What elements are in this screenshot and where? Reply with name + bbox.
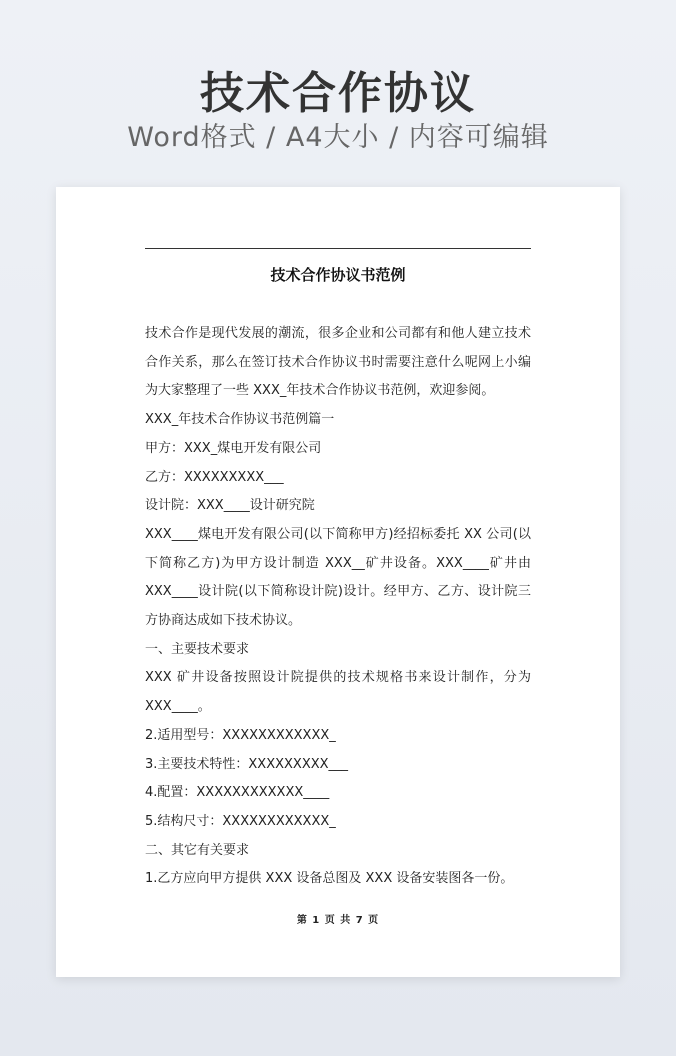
page-number: 第 1 页 共 7 页: [296, 915, 380, 926]
heading-main-requirements: 一、主要技术要求: [145, 641, 250, 657]
party-b: 乙方：XXXXXXXXX___: [145, 469, 284, 485]
document-page: [56, 187, 620, 977]
banner-subtitle: Word格式 / A4大小 / 内容可编辑: [127, 122, 549, 153]
banner-title: 技术合作协议: [200, 68, 476, 119]
heading-other-requirements: 二、其它有关要求: [145, 842, 250, 858]
header-rule: [145, 248, 531, 249]
section-title: XXX_年技术合作协议书范例篇一: [145, 412, 335, 428]
document-body: [145, 320, 531, 894]
design-institute: 设计院：XXX____设计研究院: [145, 498, 315, 514]
item-features: 3.主要技术特性：XXXXXXXXX___: [145, 756, 349, 772]
other-item-1: 1.乙方应向甲方提供 XXX 设备总图及 XXX 设备安装图各一份。: [145, 871, 514, 887]
document-heading: 技术合作协议书范例: [270, 266, 406, 284]
item-model: 2.适用型号：XXXXXXXXXXXX_: [145, 727, 336, 743]
requirements-paragraph: XXX 矿井设备按照设计院提供的技术规格书来设计制作，分为 XXX____。: [145, 670, 531, 715]
intro-paragraph: 技术合作是现代发展的潮流，很多企业和公司都有和他人建立技术合作关系，那么在签订技术合作协议书时需要注意什么呢网上小编为大家整理了一些 XXX_年技术合作协议书范例，欢迎参阅。: [145, 326, 531, 399]
agreement-paragraph: XXX____煤电开发有限公司(以下简称甲方)经招标委托 XX 公司(以下简称乙方)为甲方设计制造 XXX__矿井设备。XXX____矿井由 XXX____设计院(以下简称设计院)设计。经甲方、乙方、设计院三方协商达成如下技术协议。: [145, 526, 531, 629]
party-a: 甲方：XXX_煤电开发有限公司: [145, 440, 322, 456]
item-dimensions: 5.结构尺寸：XXXXXXXXXXXX_: [145, 813, 336, 829]
item-configuration: 4.配置：XXXXXXXXXXXX____: [145, 785, 330, 801]
